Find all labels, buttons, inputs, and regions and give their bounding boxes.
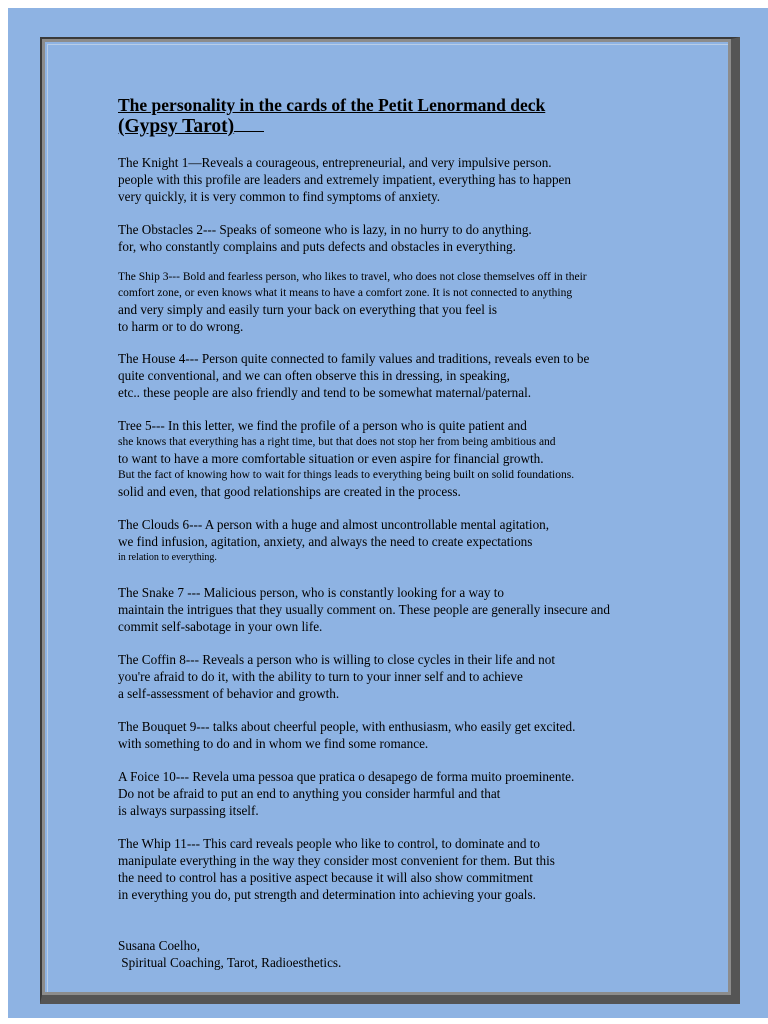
paragraph-line: The Obstacles 2--- Speaks of someone who is lazy, in no hurry to do anything. bbox=[118, 222, 532, 237]
card-paragraph-house bbox=[118, 350, 678, 401]
card-paragraph-snake bbox=[118, 584, 678, 635]
paragraph-line: commit self-sabotage in your own life. bbox=[118, 619, 323, 634]
signature-role: Spiritual Coaching, Tarot, Radioesthetics. bbox=[118, 955, 342, 970]
paragraph-line: to harm or to do wrong. bbox=[118, 319, 244, 334]
title-line-2 bbox=[118, 115, 678, 138]
paragraph-line: quite conventional, and we can often observe this in dressing, in speaking, bbox=[118, 368, 510, 383]
paragraph-line: is always surpassing itself. bbox=[118, 803, 259, 818]
page-background bbox=[8, 8, 768, 1018]
paragraph-line: But the fact of knowing how to wait for things leads to everything being built on solid foundations. bbox=[118, 469, 575, 481]
paragraph-line: comfort zone, or even knows what it means to have a comfort zone. It is not connected to anything bbox=[118, 287, 573, 299]
paragraph-line: The Knight 1—Reveals a courageous, entrepreneurial, and very impulsive person. bbox=[118, 155, 552, 170]
paragraph-line: in relation to everything. bbox=[118, 552, 217, 563]
paragraph-line: Do not be afraid to put an end to anything you consider harmful and that bbox=[118, 786, 501, 801]
paragraph-line: A Foice 10--- Revela uma pessoa que pratica o desapego de forma muito proeminente. bbox=[118, 769, 575, 784]
paragraph-line: a self-assessment of behavior and growth. bbox=[118, 686, 340, 701]
paragraph-line: The House 4--- Person quite connected to family values and traditions, reveals even to be bbox=[118, 351, 590, 366]
document-content bbox=[118, 95, 678, 971]
card-paragraph-coffin bbox=[118, 651, 678, 702]
paragraph-line: Tree 5--- In this letter, we find the profile of a person who is quite patient and bbox=[118, 418, 527, 433]
paragraph-line: etc.. these people are also friendly and tend to be somewhat maternal/paternal. bbox=[118, 385, 532, 400]
signature-name: Susana Coelho, bbox=[118, 938, 201, 953]
paragraph-line: with something to do and in whom we find some romance. bbox=[118, 736, 429, 751]
paragraph-line: manipulate everything in the way they consider most convenient for them. But this bbox=[118, 853, 555, 868]
paragraph-line: very quickly, it is very common to find symptoms of anxiety. bbox=[118, 189, 441, 204]
paragraph-line: The Coffin 8--- Reveals a person who is willing to close cycles in their life and not bbox=[118, 652, 556, 667]
paragraph-line: to want to have a more comfortable situation or even aspire for financial growth. bbox=[118, 451, 544, 466]
paragraph-line: for, who constantly complains and puts defects and obstacles in everything. bbox=[118, 239, 516, 254]
paragraph-line: solid and even, that good relationships are created in the process. bbox=[118, 484, 461, 499]
card-paragraph-tree bbox=[118, 417, 678, 500]
paragraph-line: The Snake 7 --- Malicious person, who is constantly looking for a way to bbox=[118, 585, 505, 600]
document-title bbox=[118, 95, 678, 138]
card-paragraph-bouquet bbox=[118, 718, 678, 752]
title-line-2-text: (Gypsy Tarot) bbox=[118, 116, 235, 137]
document-frame bbox=[40, 37, 740, 1004]
title-line-1: The personality in the cards of the Petit Lenormand deck bbox=[118, 95, 546, 115]
paragraph-line: The Ship 3--- Bold and fearless person, who likes to travel, who does not close themselves off in their bbox=[118, 271, 587, 283]
signature-block bbox=[118, 937, 678, 971]
card-paragraph-clouds bbox=[118, 516, 678, 566]
card-paragraph-ship bbox=[118, 269, 678, 335]
card-paragraph-obstacles bbox=[118, 221, 678, 255]
document-panel bbox=[47, 44, 728, 992]
paragraph-line: she knows that everything has a right time, but that does not stop her from being ambitious and bbox=[118, 436, 556, 448]
paragraph-line: in everything you do, put strength and determination into achieving your goals. bbox=[118, 887, 536, 902]
paragraph-line: The Clouds 6--- A person with a huge and almost uncontrollable mental agitation, bbox=[118, 517, 550, 532]
card-paragraph-knight bbox=[118, 154, 678, 205]
paragraph-line: maintain the intrigues that they usually comment on. These people are generally insecure and bbox=[118, 602, 610, 617]
paragraph-line: people with this profile are leaders and extremely impatient, everything has to happen bbox=[118, 172, 571, 187]
paragraph-line: The Whip 11--- This card reveals people who like to control, to dominate and to bbox=[118, 836, 541, 851]
title-underline-extension bbox=[234, 117, 264, 132]
paragraph-line: we find infusion, agitation, anxiety, and always the need to create expectations bbox=[118, 534, 533, 549]
paragraph-line: The Bouquet 9--- talks about cheerful people, with enthusiasm, who easily get excited. bbox=[118, 719, 576, 734]
card-paragraph-foice bbox=[118, 768, 678, 819]
paragraph-line: the need to control has a positive aspect because it will also show commitment bbox=[118, 870, 533, 885]
paragraph-line: and very simply and easily turn your back on everything that you feel is bbox=[118, 302, 498, 317]
paragraph-line: you're afraid to do it, with the ability to turn to your inner self and to achieve bbox=[118, 669, 523, 684]
card-paragraph-whip bbox=[118, 835, 678, 903]
